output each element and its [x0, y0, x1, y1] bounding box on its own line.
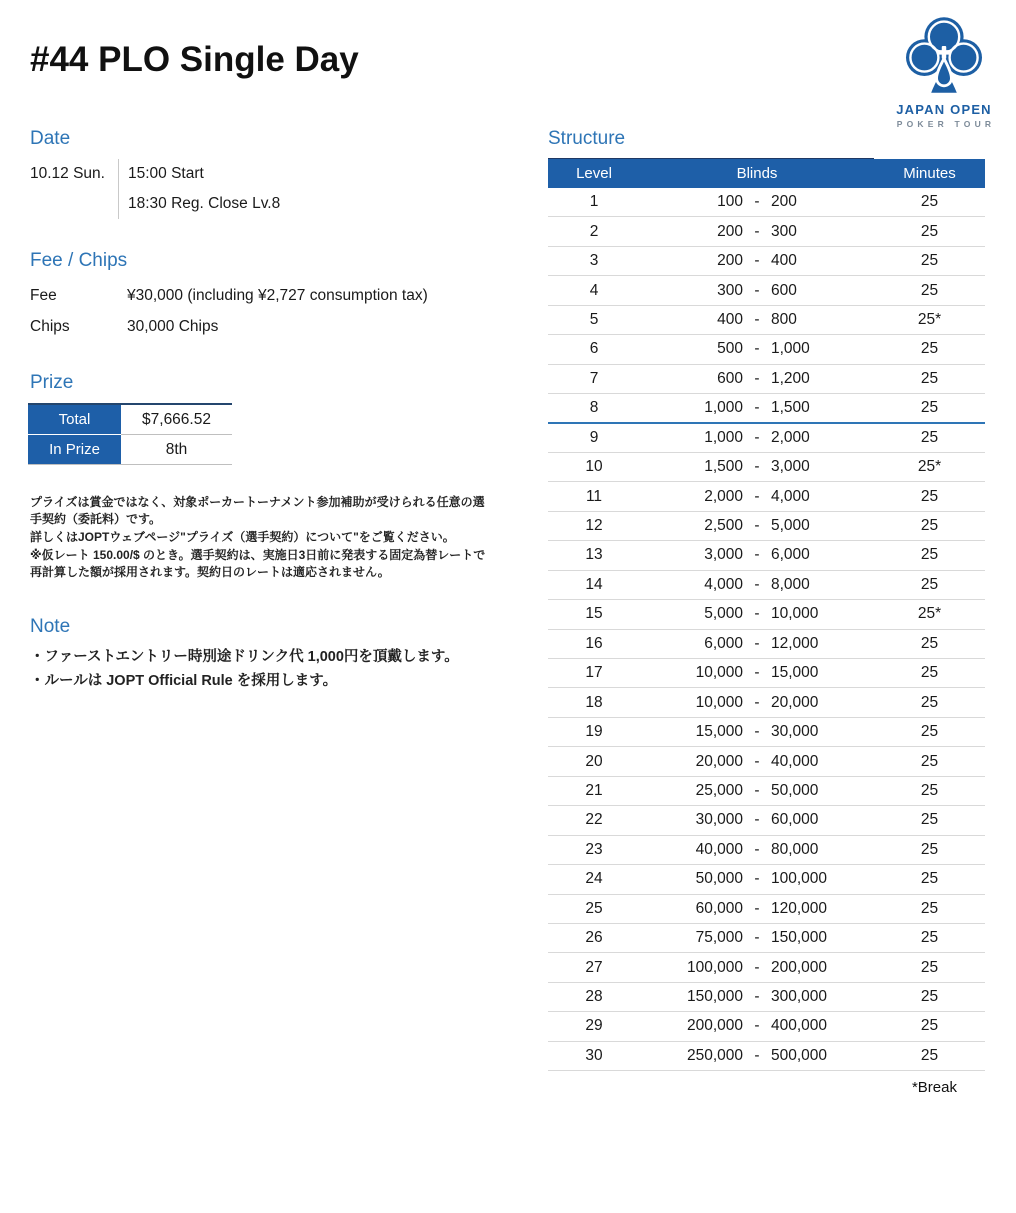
prize-row-label: In Prize — [28, 435, 121, 465]
blinds-dash: - — [754, 723, 760, 741]
fee-chips-section — [30, 250, 500, 342]
blinds-values — [640, 900, 874, 918]
small-blind: 2,500 — [704, 517, 743, 535]
structure-blinds-cell — [640, 835, 874, 864]
blinds-dash: - — [754, 546, 760, 564]
blinds-dash: - — [754, 458, 760, 476]
big-blind: 4,000 — [771, 487, 810, 505]
structure-row — [548, 953, 985, 982]
big-blind: 5,000 — [771, 517, 810, 535]
structure-minutes-cell: 25 — [874, 188, 985, 217]
structure-row — [548, 570, 985, 599]
big-blind: 12,000 — [771, 634, 819, 652]
structure-minutes-cell: 25 — [874, 1012, 985, 1041]
blinds-values — [640, 635, 874, 653]
blinds-dash: - — [754, 781, 760, 799]
structure-minutes-cell: 25* — [874, 600, 985, 629]
structure-row — [548, 394, 985, 423]
small-blind: 5,000 — [704, 605, 743, 623]
prize-disclaimer — [30, 494, 496, 582]
structure-blinds-cell — [640, 923, 874, 952]
blinds-dash: - — [754, 252, 760, 270]
big-blind: 1,200 — [771, 369, 810, 387]
blinds-dash: - — [754, 310, 760, 328]
structure-row — [548, 629, 985, 658]
blinds-dash: - — [754, 222, 760, 240]
structure-row — [548, 541, 985, 570]
small-blind: 250,000 — [686, 1046, 743, 1064]
structure-level-cell: 3 — [548, 246, 640, 275]
small-blind: 200 — [717, 252, 743, 270]
structure-blinds-cell — [640, 894, 874, 923]
fee-chips-row — [30, 280, 500, 311]
structure-row — [548, 364, 985, 393]
small-blind: 200,000 — [686, 1017, 743, 1035]
blinds-dash: - — [754, 899, 760, 917]
blinds-dash: - — [754, 575, 760, 593]
prize-row-value: 8th — [121, 435, 232, 465]
structure-minutes-cell: 25 — [874, 659, 985, 688]
structure-level-cell: 6 — [548, 335, 640, 364]
structure-level-cell: 18 — [548, 688, 640, 717]
structure-row — [548, 217, 985, 246]
structure-table-body — [548, 188, 985, 1071]
blinds-values — [640, 694, 874, 712]
blinds-values — [640, 399, 874, 417]
structure-row — [548, 923, 985, 952]
structure-row — [548, 982, 985, 1011]
structure-header-row — [548, 159, 985, 188]
structure-blinds-cell — [640, 1041, 874, 1070]
structure-blinds-cell — [640, 217, 874, 246]
big-blind: 120,000 — [771, 899, 828, 917]
structure-blinds-cell — [640, 747, 874, 776]
structure-blinds-cell — [640, 335, 874, 364]
small-blind: 200 — [717, 222, 743, 240]
big-blind: 1,500 — [771, 399, 810, 417]
structure-minutes-cell: 25 — [874, 835, 985, 864]
structure-row — [548, 1012, 985, 1041]
prize-section — [30, 372, 500, 465]
blinds-dash: - — [754, 752, 760, 770]
structure-level-cell: 28 — [548, 982, 640, 1011]
prize-row-value: $7,666.52 — [121, 405, 232, 435]
blinds-dash: - — [754, 929, 760, 947]
logo-text-poker-tour: POKER TOUR — [896, 119, 996, 129]
structure-blinds-cell — [640, 659, 874, 688]
blinds-values — [640, 576, 874, 594]
structure-blinds-cell — [640, 188, 874, 217]
structure-blinds-cell — [640, 423, 874, 452]
structure-level-cell: 30 — [548, 1041, 640, 1070]
blinds-values — [640, 841, 874, 859]
note-heading: Note — [30, 616, 71, 637]
small-blind: 600 — [717, 369, 743, 387]
structure-level-cell: 10 — [548, 452, 640, 481]
structure-level-cell: 8 — [548, 394, 640, 423]
small-blind: 150,000 — [686, 988, 743, 1006]
blinds-values — [640, 723, 874, 741]
structure-level-cell: 21 — [548, 776, 640, 805]
big-blind: 8,000 — [771, 575, 810, 593]
big-blind: 200,000 — [771, 958, 828, 976]
big-blind: 150,000 — [771, 929, 828, 947]
structure-blinds-cell — [640, 629, 874, 658]
structure-level-cell: 7 — [548, 364, 640, 393]
structure-row — [548, 894, 985, 923]
small-blind: 15,000 — [695, 723, 743, 741]
small-blind: 10,000 — [695, 693, 743, 711]
structure-minutes-cell: 25 — [874, 570, 985, 599]
break-footnote: *Break — [911, 1079, 957, 1097]
structure-minutes-cell: 25 — [874, 217, 985, 246]
big-blind: 800 — [771, 310, 797, 328]
structure-level-cell: 23 — [548, 835, 640, 864]
jopt-logo — [886, 16, 1002, 129]
big-blind: 300,000 — [771, 988, 828, 1006]
small-blind: 40,000 — [695, 840, 743, 858]
structure-level-cell: 15 — [548, 600, 640, 629]
blinds-values — [640, 1017, 874, 1035]
big-blind: 200 — [771, 192, 797, 210]
structure-minutes-cell: 25 — [874, 865, 985, 894]
structure-row — [548, 688, 985, 717]
blinds-values — [640, 429, 874, 447]
fee-chips-value: 30,000 Chips — [127, 317, 219, 335]
blinds-values — [640, 517, 874, 535]
structure-level-cell: 25 — [548, 894, 640, 923]
small-blind: 75,000 — [695, 929, 743, 947]
blinds-dash: - — [754, 369, 760, 387]
structure-minutes-cell: 25 — [874, 423, 985, 452]
structure-minutes-cell: 25 — [874, 776, 985, 805]
big-blind: 60,000 — [771, 811, 819, 829]
structure-level-cell: 14 — [548, 570, 640, 599]
small-blind: 3,000 — [704, 546, 743, 564]
structure-minutes-cell: 25 — [874, 806, 985, 835]
column-header-minutes: Minutes — [874, 159, 985, 188]
note-items — [30, 645, 510, 693]
structure-level-cell: 22 — [548, 806, 640, 835]
blinds-dash: - — [754, 664, 760, 682]
structure-blinds-cell — [640, 482, 874, 511]
structure-row — [548, 423, 985, 452]
structure-level-cell: 26 — [548, 923, 640, 952]
structure-row — [548, 747, 985, 776]
structure-minutes-cell: 25 — [874, 923, 985, 952]
big-blind: 100,000 — [771, 870, 828, 888]
structure-blinds-cell — [640, 246, 874, 275]
small-blind: 1,000 — [704, 428, 743, 446]
date-section — [30, 128, 500, 219]
big-blind: 20,000 — [771, 693, 819, 711]
blinds-values — [640, 664, 874, 682]
blinds-values — [640, 1047, 874, 1065]
blinds-dash: - — [754, 693, 760, 711]
small-blind: 400 — [717, 310, 743, 328]
small-blind: 500 — [717, 340, 743, 358]
blinds-dash: - — [754, 428, 760, 446]
structure-row — [548, 511, 985, 540]
blinds-dash: - — [754, 192, 760, 210]
small-blind: 25,000 — [695, 781, 743, 799]
blinds-values — [640, 929, 874, 947]
blinds-dash: - — [754, 340, 760, 358]
structure-blinds-cell — [640, 953, 874, 982]
blinds-values — [640, 311, 874, 329]
fee-chips-value: ¥30,000 (including ¥2,727 consumption tax) — [127, 286, 428, 304]
date-day: 10.12 Sun. — [30, 165, 105, 182]
big-blind: 30,000 — [771, 723, 819, 741]
structure-blinds-cell — [640, 570, 874, 599]
prize-row — [28, 405, 232, 435]
blinds-dash: - — [754, 811, 760, 829]
prize-table — [28, 403, 232, 465]
structure-blinds-cell — [640, 688, 874, 717]
structure-blinds-cell — [640, 452, 874, 481]
blinds-values — [640, 605, 874, 623]
structure-minutes-cell: 25* — [874, 305, 985, 334]
disclaimer-line: ※仮レート 150.00/$ のとき。選手契約は、実施日3日前に発表する固定為替レートで再計算した額が採用されます。契約日のレートは適応されません。 — [30, 548, 486, 579]
big-blind: 50,000 — [771, 781, 819, 799]
blinds-values — [640, 782, 874, 800]
prize-heading: Prize — [30, 372, 74, 393]
structure-minutes-cell: 25 — [874, 688, 985, 717]
structure-level-cell: 17 — [548, 659, 640, 688]
fee-chips-label: Chips — [30, 317, 70, 335]
big-blind: 15,000 — [771, 664, 819, 682]
structure-blinds-cell — [640, 982, 874, 1011]
blinds-values — [640, 488, 874, 506]
big-blind: 3,000 — [771, 458, 810, 476]
note-item: ・ファーストエントリー時別途ドリンク代 1,000円を頂戴します。 — [30, 649, 459, 665]
structure-level-cell: 13 — [548, 541, 640, 570]
club-suit-icon — [904, 16, 984, 100]
prize-row — [28, 435, 232, 465]
structure-minutes-cell: 25 — [874, 541, 985, 570]
big-blind: 1,000 — [771, 340, 810, 358]
structure-minutes-cell: 25* — [874, 452, 985, 481]
small-blind: 100,000 — [686, 958, 743, 976]
structure-blinds-cell — [640, 511, 874, 540]
structure-level-cell: 2 — [548, 217, 640, 246]
small-blind: 50,000 — [695, 870, 743, 888]
big-blind: 40,000 — [771, 752, 819, 770]
structure-level-cell: 24 — [548, 865, 640, 894]
blinds-values — [640, 193, 874, 211]
structure-level-cell: 1 — [548, 188, 640, 217]
structure-row — [548, 335, 985, 364]
structure-row — [548, 482, 985, 511]
structure-minutes-cell: 25 — [874, 717, 985, 746]
structure-row — [548, 188, 985, 217]
blinds-values — [640, 753, 874, 771]
structure-blinds-cell — [640, 276, 874, 305]
blinds-dash: - — [754, 1046, 760, 1064]
blinds-values — [640, 870, 874, 888]
structure-minutes-cell: 25 — [874, 276, 985, 305]
structure-minutes-cell: 25 — [874, 482, 985, 511]
structure-minutes-cell: 25 — [874, 894, 985, 923]
blinds-dash: - — [754, 988, 760, 1006]
disclaimer-line: 詳しくはJOPTウェブページ"プライズ（選手契約）について"をご覧ください。 — [30, 530, 455, 544]
blinds-dash: - — [754, 1017, 760, 1035]
blinds-dash: - — [754, 634, 760, 652]
structure-row — [548, 659, 985, 688]
structure-blinds-cell — [640, 717, 874, 746]
big-blind: 500,000 — [771, 1046, 828, 1064]
structure-blinds-cell — [640, 364, 874, 393]
fee-chips-label: Fee — [30, 286, 57, 304]
big-blind: 600 — [771, 281, 797, 299]
structure-blinds-cell — [640, 1012, 874, 1041]
structure-blinds-cell — [640, 541, 874, 570]
structure-section — [548, 128, 985, 1096]
fee-chips-heading: Fee / Chips — [30, 250, 128, 271]
blinds-dash: - — [754, 605, 760, 623]
note-section — [30, 616, 510, 693]
structure-row — [548, 600, 985, 629]
small-blind: 100 — [717, 192, 743, 210]
structure-row — [548, 835, 985, 864]
page-title: #44 PLO Single Day — [30, 40, 359, 79]
structure-level-cell: 11 — [548, 482, 640, 511]
big-blind: 2,000 — [771, 428, 810, 446]
blinds-values — [640, 458, 874, 476]
small-blind: 30,000 — [695, 811, 743, 829]
structure-level-cell: 12 — [548, 511, 640, 540]
small-blind: 6,000 — [704, 634, 743, 652]
blinds-values — [640, 959, 874, 977]
structure-minutes-cell: 25 — [874, 1041, 985, 1070]
small-blind: 2,000 — [704, 487, 743, 505]
fee-chips-rows — [30, 280, 500, 342]
structure-level-cell: 4 — [548, 276, 640, 305]
prize-row-label: Total — [28, 405, 121, 435]
blinds-values — [640, 223, 874, 241]
structure-minutes-cell: 25 — [874, 953, 985, 982]
structure-row — [548, 865, 985, 894]
structure-level-cell: 9 — [548, 423, 640, 452]
blinds-values — [640, 282, 874, 300]
structure-row — [548, 717, 985, 746]
note-item: ・ルールは JOPT Official Rule を採用します。 — [30, 673, 338, 689]
blinds-values — [640, 811, 874, 829]
big-blind: 6,000 — [771, 546, 810, 564]
structure-level-cell: 29 — [548, 1012, 640, 1041]
structure-minutes-cell: 25 — [874, 246, 985, 275]
structure-row — [548, 305, 985, 334]
blinds-values — [640, 370, 874, 388]
structure-heading: Structure — [548, 128, 626, 149]
blinds-dash: - — [754, 399, 760, 417]
blinds-values — [640, 546, 874, 564]
blinds-dash: - — [754, 281, 760, 299]
disclaimer-line: プライズは賞金ではなく、対象ポーカートーナメント参加補助が受けられる任意の選手契約（委託料）です。 — [30, 495, 485, 526]
date-row — [30, 159, 500, 219]
structure-blinds-cell — [640, 806, 874, 835]
big-blind: 400 — [771, 252, 797, 270]
small-blind: 1,500 — [704, 458, 743, 476]
structure-level-cell: 5 — [548, 305, 640, 334]
structure-level-cell: 20 — [548, 747, 640, 776]
structure-minutes-cell: 25 — [874, 364, 985, 393]
small-blind: 60,000 — [695, 899, 743, 917]
big-blind: 400,000 — [771, 1017, 828, 1035]
structure-blinds-cell — [640, 600, 874, 629]
structure-level-cell: 19 — [548, 717, 640, 746]
blinds-dash: - — [754, 840, 760, 858]
structure-minutes-cell: 25 — [874, 394, 985, 423]
blinds-dash: - — [754, 487, 760, 505]
small-blind: 10,000 — [695, 664, 743, 682]
structure-minutes-cell: 25 — [874, 335, 985, 364]
blinds-dash: - — [754, 870, 760, 888]
blinds-values — [640, 340, 874, 358]
structure-blinds-cell — [640, 305, 874, 334]
small-blind: 300 — [717, 281, 743, 299]
blinds-dash: - — [754, 517, 760, 535]
structure-row — [548, 276, 985, 305]
structure-minutes-cell: 25 — [874, 511, 985, 540]
structure-blinds-cell — [640, 394, 874, 423]
structure-row — [548, 776, 985, 805]
structure-row — [548, 806, 985, 835]
date-times — [119, 159, 280, 219]
structure-row — [548, 452, 985, 481]
logo-text-japan-open: JAPAN OPEN — [896, 102, 992, 117]
structure-blinds-cell — [640, 776, 874, 805]
small-blind: 20,000 — [695, 752, 743, 770]
structure-row — [548, 1041, 985, 1070]
big-blind: 80,000 — [771, 840, 819, 858]
column-header-blinds: Blinds — [640, 159, 874, 188]
fee-chips-row — [30, 311, 500, 342]
big-blind: 300 — [771, 222, 797, 240]
structure-minutes-cell: 25 — [874, 747, 985, 776]
structure-level-cell: 16 — [548, 629, 640, 658]
date-time-line: 15:00 Start — [128, 165, 204, 182]
small-blind: 1,000 — [704, 399, 743, 417]
structure-minutes-cell: 25 — [874, 629, 985, 658]
blinds-values — [640, 252, 874, 270]
structure-table — [548, 158, 985, 1071]
date-heading: Date — [30, 128, 71, 149]
column-header-level: Level — [548, 159, 640, 188]
blinds-dash: - — [754, 958, 760, 976]
small-blind: 4,000 — [704, 575, 743, 593]
structure-minutes-cell: 25 — [874, 982, 985, 1011]
big-blind: 10,000 — [771, 605, 819, 623]
structure-level-cell: 27 — [548, 953, 640, 982]
blinds-values — [640, 988, 874, 1006]
structure-row — [548, 246, 985, 275]
structure-blinds-cell — [640, 865, 874, 894]
date-time-line: 18:30 Reg. Close Lv.8 — [128, 195, 281, 212]
